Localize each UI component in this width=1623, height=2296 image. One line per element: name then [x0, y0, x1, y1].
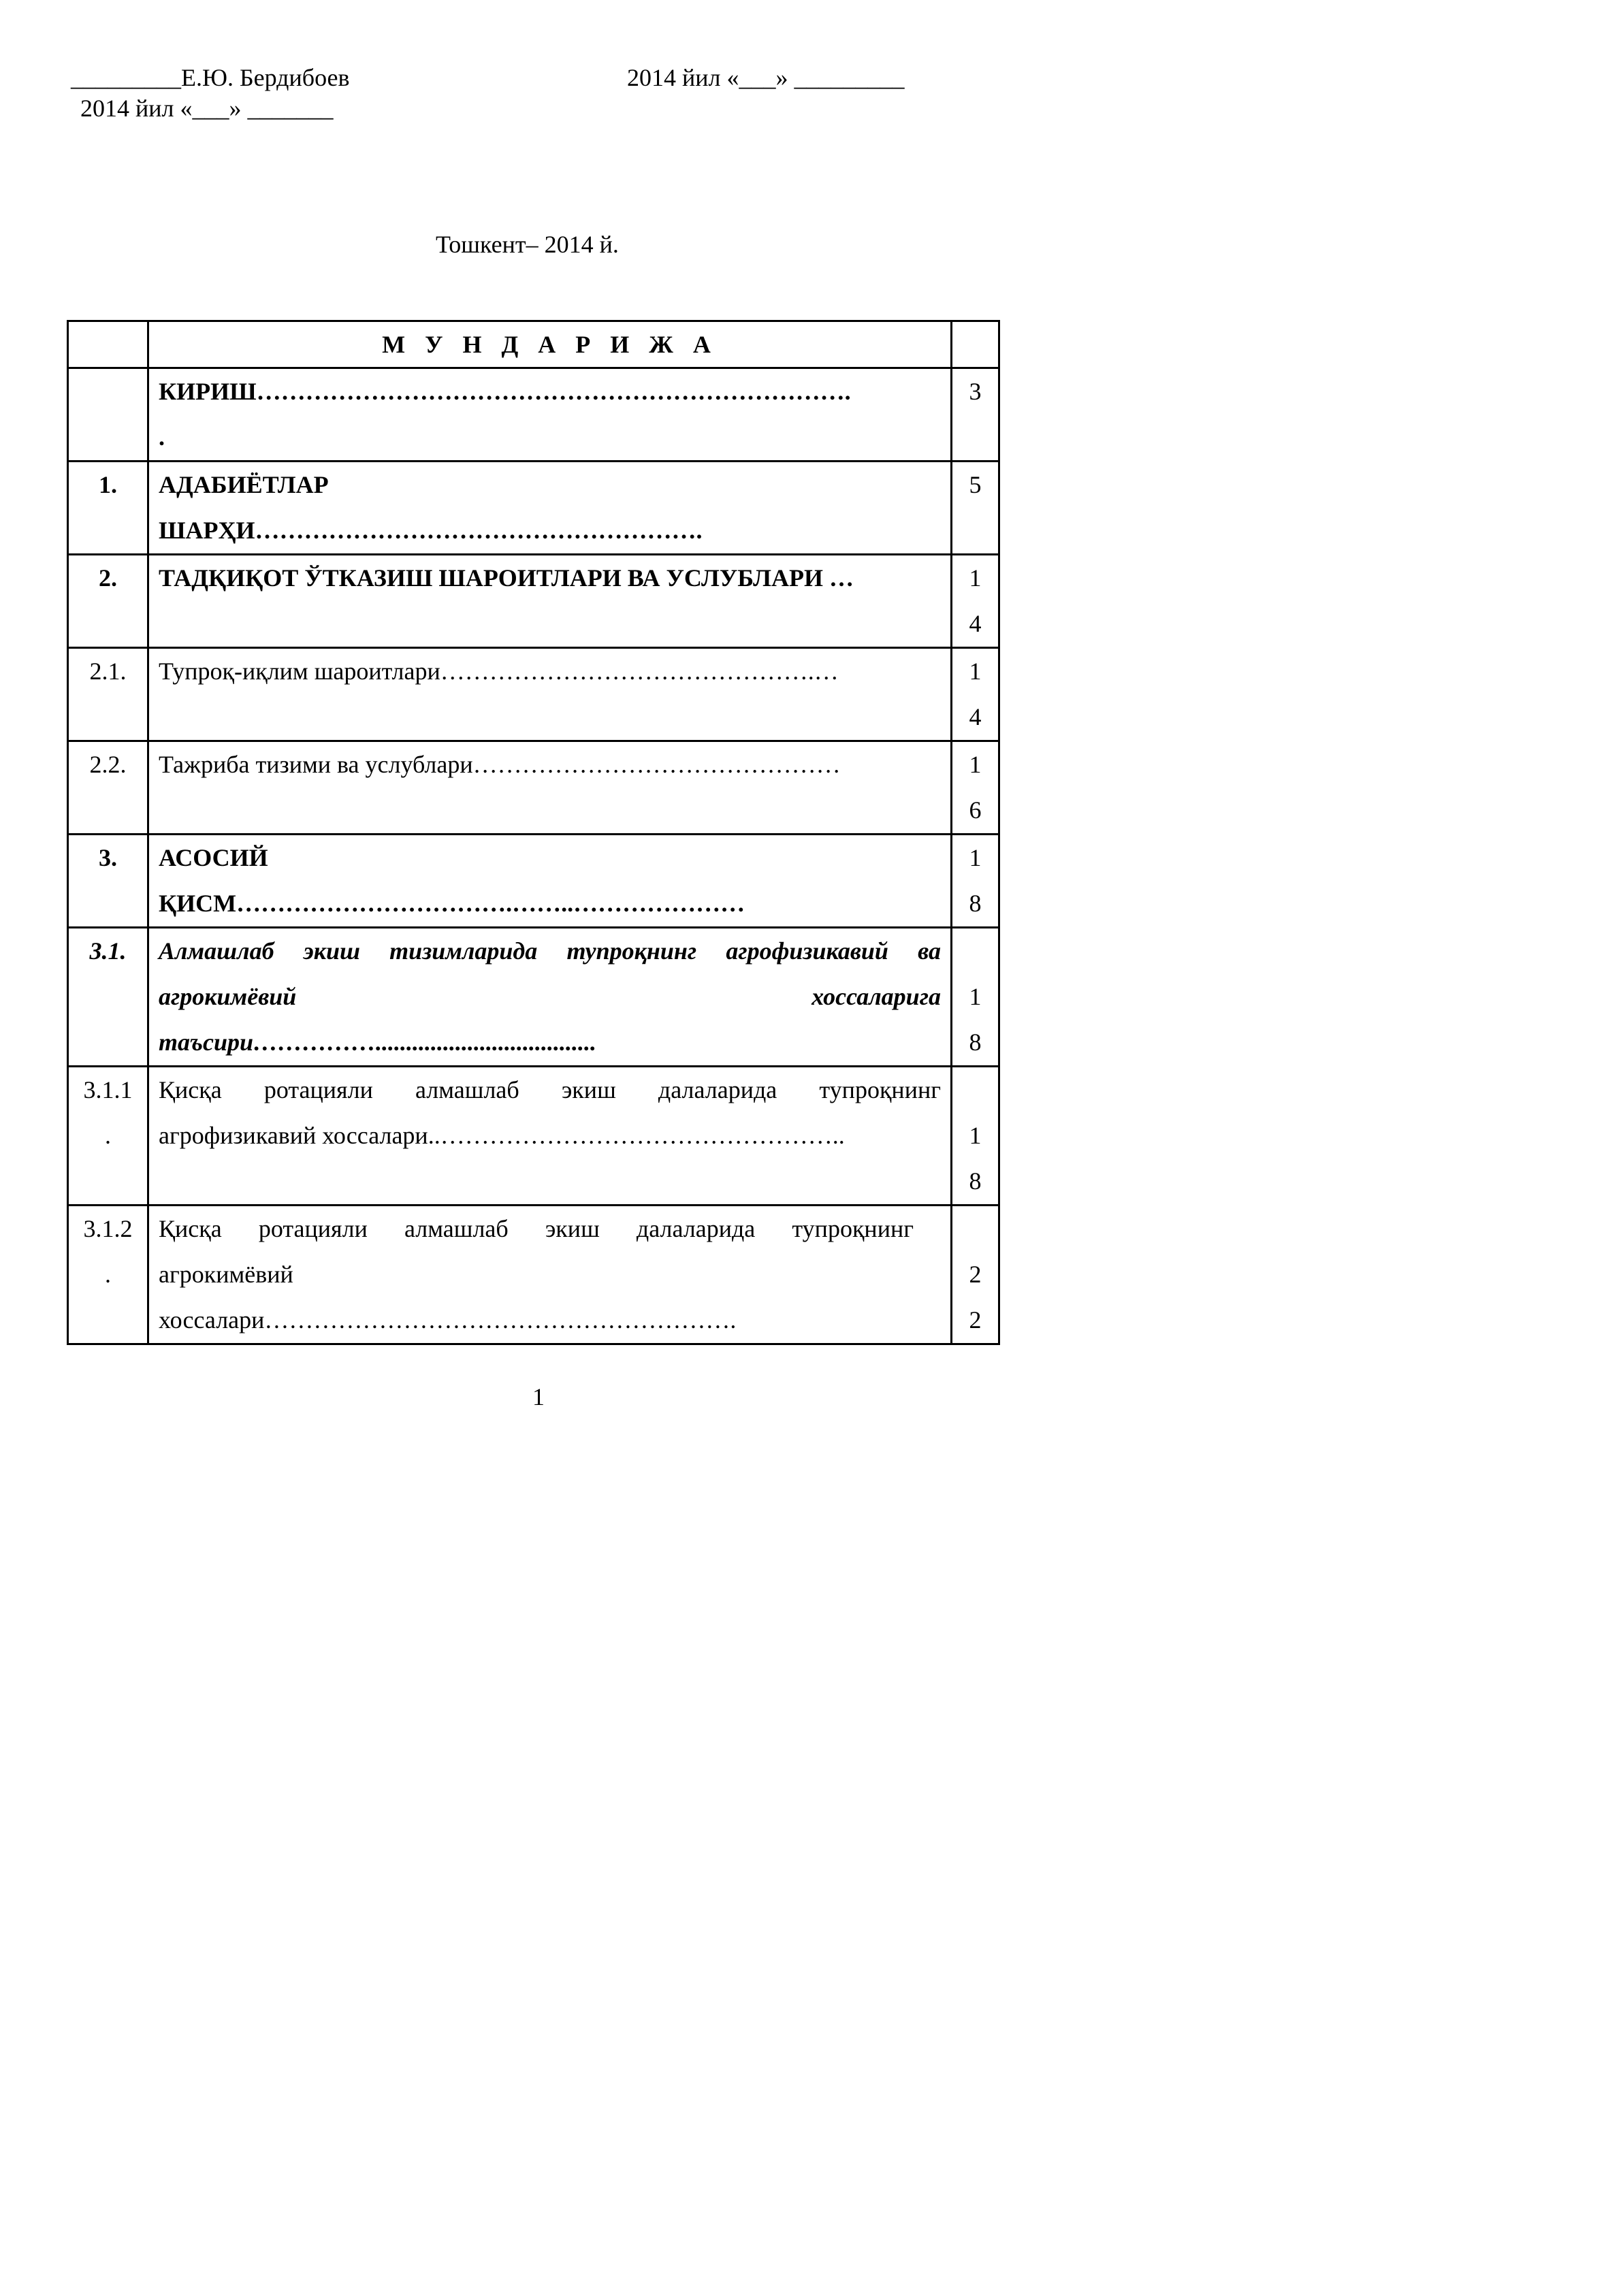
toc-page-digit: 1 — [969, 844, 982, 871]
toc-row — [68, 1206, 999, 1344]
toc-row — [68, 462, 999, 555]
toc-page — [952, 368, 999, 462]
toc-empty-cell — [68, 321, 148, 368]
signature-line-left: _________Е.Ю. Бердибоев — [71, 64, 350, 91]
toc-empty-cell — [952, 321, 999, 368]
toc-heading: М У Н Д А Р И Ж А — [148, 321, 952, 368]
toc-page-digit: 1 — [969, 983, 982, 1010]
toc-number: 1. — [68, 462, 148, 555]
toc-number: 2.1. — [68, 648, 148, 741]
toc-page-digit: 2 — [969, 1306, 982, 1333]
toc-number: 3.1. — [68, 928, 148, 1067]
toc-number: 3. — [68, 835, 148, 928]
table-of-contents — [67, 320, 1000, 1345]
approval-date-right: 2014 йил «___» _________ — [627, 64, 905, 91]
approval-date-left: 2014 йил «___» _______ — [80, 95, 334, 122]
toc-page-digit: 2 — [969, 1261, 982, 1288]
toc-title-line: хоссалари…………………………………………………. — [159, 1306, 737, 1333]
toc-page — [952, 928, 999, 1067]
toc-title-line — [159, 601, 941, 647]
toc-row — [68, 648, 999, 741]
toc-title — [148, 835, 952, 928]
toc-page — [952, 648, 999, 741]
toc-title-line: ҚИСМ…………………………….……..………………… — [159, 890, 745, 917]
toc-row — [68, 555, 999, 648]
toc-row — [68, 368, 999, 462]
toc-page — [952, 1206, 999, 1344]
toc-number — [68, 1206, 148, 1344]
toc-title-line — [159, 694, 941, 740]
toc-page-digit: 8 — [969, 1167, 982, 1195]
toc-row — [68, 835, 999, 928]
toc-number: 2. — [68, 555, 148, 648]
toc-title-line: агрофизикавий хоссалари..………………………………………….. — [159, 1122, 845, 1149]
toc-row — [68, 1067, 999, 1206]
toc-title — [148, 462, 952, 555]
toc-page-digit: 4 — [969, 610, 982, 637]
toc-page-digit: 4 — [969, 703, 982, 730]
toc-page-digit: 8 — [969, 1029, 982, 1056]
toc-title-line: КИРИШ………………………………………………………………. — [159, 378, 851, 405]
toc-page-digit — [952, 1067, 998, 1113]
toc-title — [148, 368, 952, 462]
toc-title-line: ШАРҲИ………………………………………………. — [159, 517, 703, 544]
toc-page-digit: 8 — [969, 890, 982, 917]
toc-title-line — [159, 788, 941, 833]
toc-title-line: АСОСИЙ — [159, 844, 268, 871]
toc-page-digit: 6 — [969, 796, 982, 824]
toc-title — [148, 928, 952, 1067]
toc-title — [148, 555, 952, 648]
toc-title-line: Тупроқ-иқлим шароитлари……………………………………….… — [159, 658, 839, 685]
toc-title-line: Тажриба тизими ва услублари……………………………………… — [159, 751, 841, 778]
toc-title-line: . — [159, 423, 165, 451]
toc-number — [68, 1067, 148, 1206]
toc-title — [148, 648, 952, 741]
toc-number-line: 3.1.2 — [83, 1215, 133, 1242]
toc-page — [952, 835, 999, 928]
toc-title-line: агрокимёвий — [159, 1261, 293, 1288]
toc-title-line: Қисқа ротацияли алмашлаб экиш далаларида тупроқнинг — [159, 1076, 941, 1103]
toc-page-digit: 5 — [969, 471, 982, 498]
toc-row — [68, 741, 999, 835]
toc-page — [952, 555, 999, 648]
toc-number-line: . — [105, 1261, 111, 1288]
toc-title-line: ТАДҚИҚОТ ЎТКАЗИШ ШАРОИТЛАРИ ВА УСЛУБЛАРИ … — [159, 564, 854, 592]
toc-heading-row — [68, 321, 999, 368]
toc-page — [952, 1067, 999, 1206]
toc-page-digit — [952, 928, 998, 974]
toc-title — [148, 1067, 952, 1206]
toc-title — [148, 741, 952, 835]
toc-title-line: агрокимёвий хоссаларига — [159, 983, 941, 1010]
toc-title-line: АДАБИЁТЛАР — [159, 471, 329, 498]
toc-title — [148, 1206, 952, 1344]
toc-number-line: . — [105, 1122, 111, 1149]
toc-page — [952, 741, 999, 835]
toc-page-digit: 1 — [969, 751, 982, 778]
toc-page-digit: 3 — [969, 378, 982, 405]
toc-number-line: 3.1.1 — [83, 1076, 133, 1103]
page-number: 1 — [532, 1383, 545, 1410]
toc-title-line: Қисқа ротацияли алмашлаб экиш далаларида тупроқнинг — [159, 1215, 914, 1242]
toc-page-digit — [952, 1206, 998, 1252]
toc-page-digit: 1 — [969, 658, 982, 685]
toc-number — [68, 368, 148, 462]
city-year: Тошкент– 2014 й. — [436, 231, 619, 258]
toc-page-digit: 1 — [969, 1122, 982, 1149]
toc-title-line — [159, 1159, 941, 1204]
toc-page-digit: 1 — [969, 564, 982, 592]
toc-number: 2.2. — [68, 741, 148, 835]
toc-title-line: Алмашлаб экиш тизимларида тупроқнинг агрофизикавий ва — [159, 937, 941, 965]
toc-title-line: таъсири…………….................................... — [159, 1029, 596, 1056]
toc-row — [68, 928, 999, 1067]
toc-page — [952, 462, 999, 555]
